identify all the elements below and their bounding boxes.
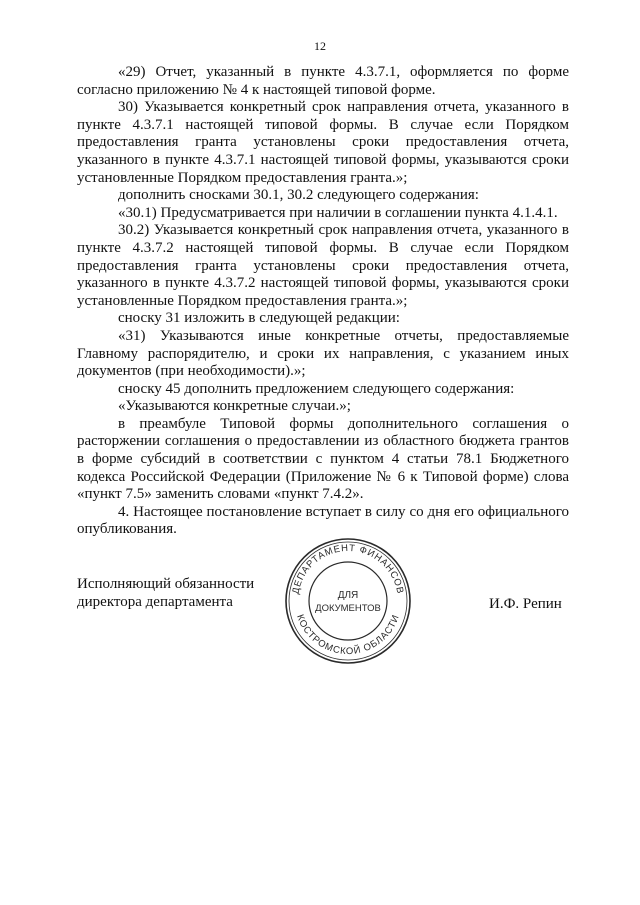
paragraph: сноску 45 дополнить предложением следующего содержания: (118, 380, 515, 397)
paragraph: сноску 31 изложить в следующей редакции: (118, 310, 400, 327)
paragraph: 30) Указывается конкретный срок направления отчета, указанного в пункте 4.3.7.1 настоящей типовой формы. В случае если Порядком предоставления гранта установлены сроки предоставления отчета, указанного в пункте 4.3.7.1 настоящей типовой формы, указываются сроки установленные Порядком предоставления гранта.»; (77, 99, 569, 186)
paragraph: 4. Настоящее постановление вступает в силу со дня его официального опубликования. (77, 503, 569, 538)
position-line: директора департамента (77, 593, 233, 610)
stamp-outer-bottom: КОСТРОМСКОЙ ОБЛАСТИ (294, 613, 402, 658)
position-line: Исполняющий обязанности (77, 576, 255, 592)
paragraph: «31) Указываются иные конкретные отчеты, предоставляемые Главному распорядителю, и сроки их направления, с указанием иных документов (при необходимости).»; (77, 327, 569, 380)
paragraph: «Указываются конкретные случаи.»; (118, 398, 351, 415)
official-stamp (283, 536, 413, 666)
document-body (77, 64, 569, 539)
paragraph: дополнить сносками 30.1, 30.2 следующего содержания: (118, 187, 479, 204)
stamp-outer-top: ДЕПАРТАМЕНТ ФИНАНСОВ (290, 542, 406, 596)
stamp-center-line2: ДОКУМЕНТОВ (315, 603, 381, 614)
signatory-position (77, 576, 254, 611)
paragraph: в преамбуле Типовой формы дополнительного соглашения о расторжении соглашения о предоставлении из областного бюджета грантов в форме субсидий в соответствии с пунктом 4 статьи 78.1 Бюджетного кодекса Российской Федерации (Приложение № 6 к Типовой форме) слова «пункт 7.5» заменить словами «пункт 7.4.2». (77, 415, 569, 503)
paragraph: «29) Отчет, указанный в пункте 4.3.7.1, оформляется по форме согласно приложению № 4 к настоящей типовой форме. (77, 64, 569, 98)
paragraph: 30.2) Указывается конкретный срок направления отчета, указанного в пункте 4.3.7.2 настоящей типовой формы. В случае если Порядком предоставления гранта установлены сроки предоставления отчета, указанного в пункте 4.3.7.2 настоящей типовой формы, указываются сроки установленные Порядком предоставления гранта.»; (77, 222, 569, 309)
paragraph: «30.1) Предусматривается при наличии в соглашении пункта 4.1.4.1. (118, 204, 558, 221)
signatory-name: И.Ф. Репин (489, 596, 562, 612)
stamp-center-line1: ДЛЯ (337, 590, 359, 601)
page-number: 12 (314, 39, 326, 53)
